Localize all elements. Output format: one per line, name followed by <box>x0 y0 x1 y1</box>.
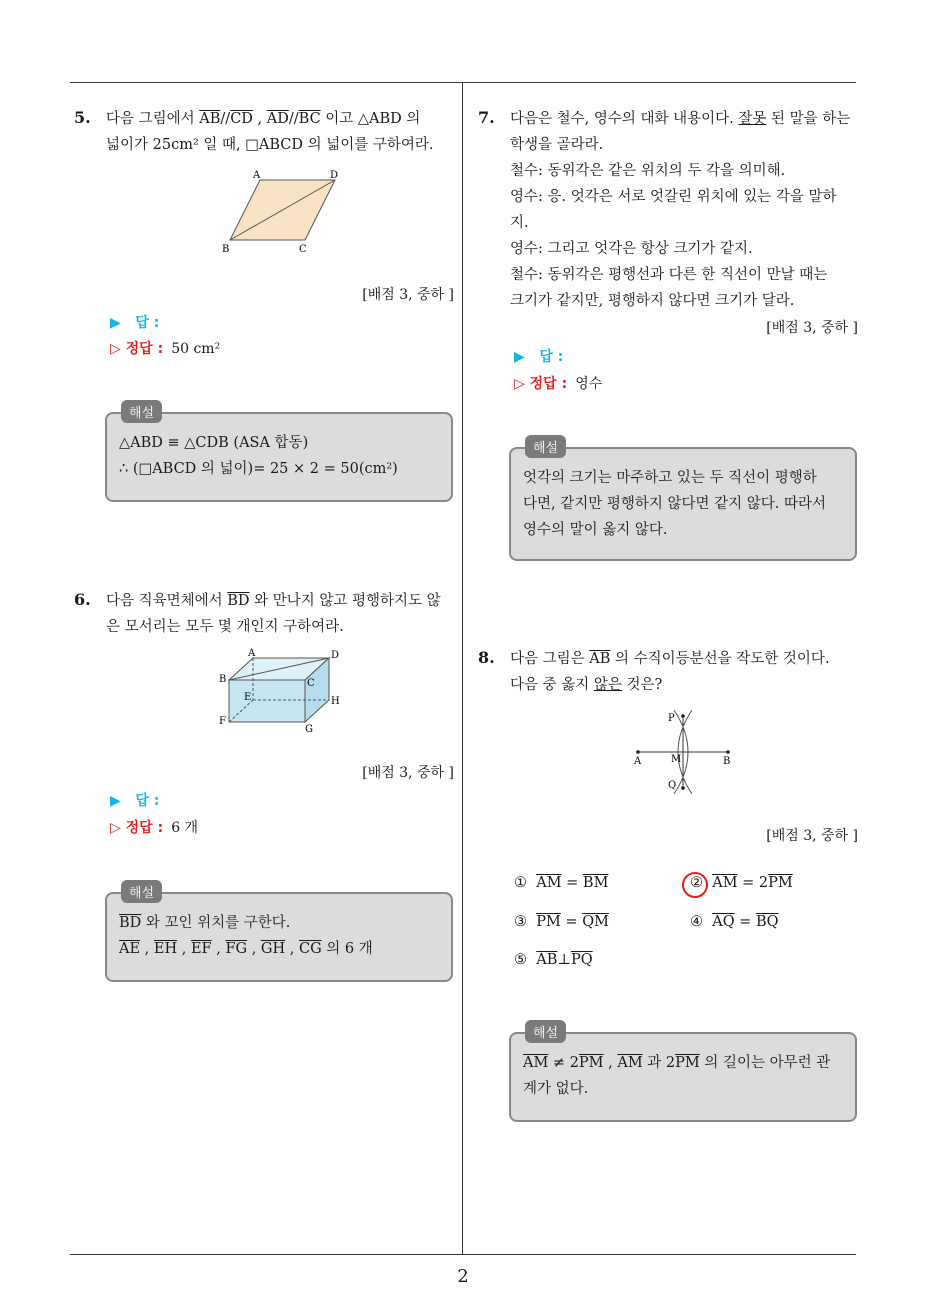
points-label: [배점 3, 중하 ] <box>362 287 454 303</box>
explanation-box <box>105 886 453 982</box>
segment: $\overline{AM}$ <box>523 1055 549 1071</box>
text: 이고 △ABD 의 <box>320 111 421 127</box>
page-number: 2 <box>457 1266 469 1287</box>
vertex-label: C <box>299 244 307 255</box>
parallelogram-figure <box>215 168 355 258</box>
text: 의 6 개 <box>321 941 373 957</box>
explanation-text: $\overline{BD}$ 와 꼬인 위치를 구한다. $\overline{AE}$ , $\overline{EH}$ , $\overline{EF}$ , $\overline{FG}$ , $\overline{GH}$ , $\overline{CG}$ 의 6 개 <box>119 915 373 957</box>
question-number: 7. <box>478 108 495 127</box>
text: 다음 그림에서 <box>106 111 200 127</box>
segment: $\overline{FG}$ <box>225 941 248 957</box>
points-label: [배점 3, 중하 ] <box>766 828 858 844</box>
perpendicular-bisector-figure <box>630 708 740 798</box>
explanation-box <box>509 441 857 561</box>
text: 의 길이는 아무런 관 <box>699 1055 831 1071</box>
text: , <box>252 111 267 127</box>
choice-4[interactable] <box>690 914 779 930</box>
segment: $\overline{AB}$ <box>536 952 558 968</box>
text: 와 꼬인 위치를 구한다. <box>141 915 291 931</box>
vertex-label: D <box>330 170 339 181</box>
parallel-symbol: // <box>288 111 299 127</box>
explanation-text <box>119 430 439 482</box>
correct-label: 정답 : <box>125 820 164 836</box>
correct-answer-row <box>514 373 602 393</box>
answer-label: 답 : <box>135 793 160 809</box>
underlined-text: 잘못 <box>738 111 767 127</box>
text: 다음 직육면체에서 <box>106 593 228 609</box>
outline-arrow-icon: ▷ <box>514 376 525 392</box>
operator: = <box>734 914 756 930</box>
segment: $\overline{EH}$ <box>153 941 178 957</box>
segment: $\overline{AB}$ <box>199 111 221 127</box>
answer-label: 답 : <box>135 315 160 331</box>
point-label: A <box>634 756 642 767</box>
points-label: [배점 3, 중하 ] <box>766 320 858 336</box>
point-label: M <box>671 754 682 765</box>
vertex-label: A <box>248 648 256 659</box>
segment: $\overline{AB}$ <box>589 651 611 667</box>
segment: $\overline{PM}$ <box>675 1055 700 1071</box>
segment: $\overline{PM}$ <box>768 875 793 891</box>
segment: $\overline{AQ}$ <box>712 914 735 930</box>
explanation-tag: 해설 <box>525 435 566 458</box>
explanation-text <box>523 465 843 543</box>
bottom-rule <box>70 1254 856 1255</box>
segment: $\overline{QM}$ <box>582 914 609 930</box>
dialogue-line: 크기가 같지만, 평행하지 않다면 크기가 달라. <box>510 293 795 309</box>
outline-arrow-icon: ▷ <box>110 820 121 836</box>
explanation-text <box>523 1050 843 1102</box>
cuboid-figure <box>215 646 355 736</box>
choice-2[interactable] <box>690 875 793 891</box>
segment: $\overline{CG}$ <box>298 941 322 957</box>
text: 계가 없다. <box>523 1081 589 1097</box>
segment: $\overline{AM}$ <box>536 875 562 891</box>
text: 다음 중 옳지 <box>510 677 594 693</box>
vertex-label: B <box>219 674 227 685</box>
operator: = <box>560 914 583 930</box>
correct-value: 영수 <box>575 376 603 392</box>
segment: $\overline{BD}$ <box>227 593 250 609</box>
segment: $\overline{PM}$ <box>536 914 561 930</box>
vertex-label: H <box>331 696 340 707</box>
correct-value: 6 개 <box>171 820 199 836</box>
parallel-symbol: // <box>220 111 231 127</box>
text: 다면, 같지만 평행하지 않다면 같지 않다. 따라서 <box>523 496 827 512</box>
question-text <box>510 646 860 698</box>
point-label: P <box>668 713 675 724</box>
vertex-label: B <box>222 244 230 255</box>
underlined-text: 않은 <box>593 677 622 693</box>
text: 다음은 철수, 영수의 대화 내용이다. <box>510 111 739 127</box>
correct-label: 정답 : <box>125 341 164 357</box>
operator: = <box>561 875 583 891</box>
explanation-tag: 해설 <box>525 1020 566 1043</box>
segment: $\overline{AM}$ <box>712 875 738 891</box>
segment: $\overline{AD}$ <box>266 111 289 127</box>
question-number: 6. <box>74 590 91 609</box>
segment: $\overline{BQ}$ <box>755 914 779 930</box>
segment: $\overline{AE}$ <box>119 941 141 957</box>
segment: $\overline{BM}$ <box>582 875 609 891</box>
vertex-label: D <box>331 650 340 661</box>
text: 와 만나지 않고 평행하지도 않 <box>249 593 441 609</box>
segment: $\overline{GH}$ <box>260 941 286 957</box>
column-divider <box>462 82 463 1254</box>
choice-5[interactable] <box>514 952 593 968</box>
play-arrow-icon: ▶ <box>110 793 121 809</box>
correct-label: 정답 : <box>529 376 568 392</box>
text: 영수의 말이 옳지 않다. <box>523 522 668 538</box>
vertex-label: A <box>253 170 261 181</box>
segment: $\overline{BC}$ <box>298 111 321 127</box>
explanation-box <box>105 406 453 502</box>
text: △ABD ≡ △CDB (ASA 합동) <box>119 435 309 451</box>
correct-value: 50 cm² <box>171 341 221 357</box>
answer-row <box>110 312 159 332</box>
segment: $\overline{BD}$ <box>119 915 142 931</box>
answer-row <box>514 346 563 366</box>
explanation-tag: 해설 <box>121 880 162 903</box>
dialogue-line: 영수: 그리고 엇각은 항상 크기가 같지. <box>510 241 753 257</box>
coefficient: 2 <box>758 875 769 891</box>
choice-number: ① <box>514 875 527 891</box>
choice-number: ⑤ <box>514 952 527 968</box>
dialogue-line: 철수: 동위각은 같은 위치의 두 각을 의미해. <box>510 163 786 179</box>
correct-answer-row <box>110 338 220 358</box>
play-arrow-icon: ▶ <box>110 315 121 331</box>
points-label: [배점 3, 중하 ] <box>362 765 454 781</box>
vertex-label: G <box>305 724 313 735</box>
vertex-label: F <box>219 716 226 727</box>
text: 의 수직이등분선을 작도한 것이다. <box>610 651 830 667</box>
operator: = <box>737 875 759 891</box>
answer-label: 답 : <box>539 349 564 365</box>
text: ≠ 2 <box>548 1055 579 1071</box>
operator: ⊥ <box>557 952 571 968</box>
explanation-box <box>509 1026 857 1122</box>
vertex-label: E <box>244 692 252 703</box>
question-number: 5. <box>74 108 91 127</box>
text: 넓이가 25cm² 일 때, □ABCD 의 넓이를 구하여라. <box>106 137 434 153</box>
text: ∴ (□ABCD 의 넓이)= 25 × 2 = 50(cm²) <box>119 461 398 477</box>
segment: $\overline{PQ}$ <box>571 952 593 968</box>
vertex-label: C <box>307 678 315 689</box>
point-label: Q <box>668 780 677 791</box>
play-arrow-icon: ▶ <box>514 349 525 365</box>
top-rule <box>70 82 856 83</box>
segment: $\overline{AM}$ <box>617 1055 643 1071</box>
choice-1[interactable] <box>514 875 608 891</box>
correct-answer-row <box>110 817 198 837</box>
dialogue-line: 철수: 동위각은 평행선과 다른 한 직선이 만날 때는 <box>510 267 828 283</box>
segment: $\overline{PM}$ <box>578 1055 604 1071</box>
question-text <box>510 106 860 314</box>
segment: $\overline{EF}$ <box>190 941 212 957</box>
text: , <box>603 1055 618 1071</box>
question-text <box>106 588 456 640</box>
text: 엇각의 크기는 마주하고 있는 두 직선이 평행하 <box>523 470 817 486</box>
text: 된 말을 하는 <box>766 111 851 127</box>
segment: $\overline{CD}$ <box>230 111 253 127</box>
point-label: B <box>723 756 731 767</box>
choice-number: ② <box>690 875 703 891</box>
explanation-tag: 해설 <box>121 400 162 423</box>
choice-number: ④ <box>690 914 703 930</box>
text: 학생을 골라라. <box>510 137 604 153</box>
dialogue-line: 지. <box>510 215 529 231</box>
text: 과 2 <box>642 1055 676 1071</box>
answer-row <box>110 790 159 810</box>
choice-3[interactable] <box>514 914 609 930</box>
choice-number: ③ <box>514 914 527 930</box>
outline-arrow-icon: ▷ <box>110 341 121 357</box>
text: 은 모서리는 모두 몇 개인지 구하여라. <box>106 619 344 635</box>
dialogue-line: 영수: 응. 엇각은 서로 엇갈린 위치에 있는 각을 말하 <box>510 189 837 205</box>
question-text <box>106 106 456 158</box>
text: 것은? <box>621 677 663 693</box>
text: 다음 그림은 <box>510 651 590 667</box>
question-number: 8. <box>478 648 495 667</box>
